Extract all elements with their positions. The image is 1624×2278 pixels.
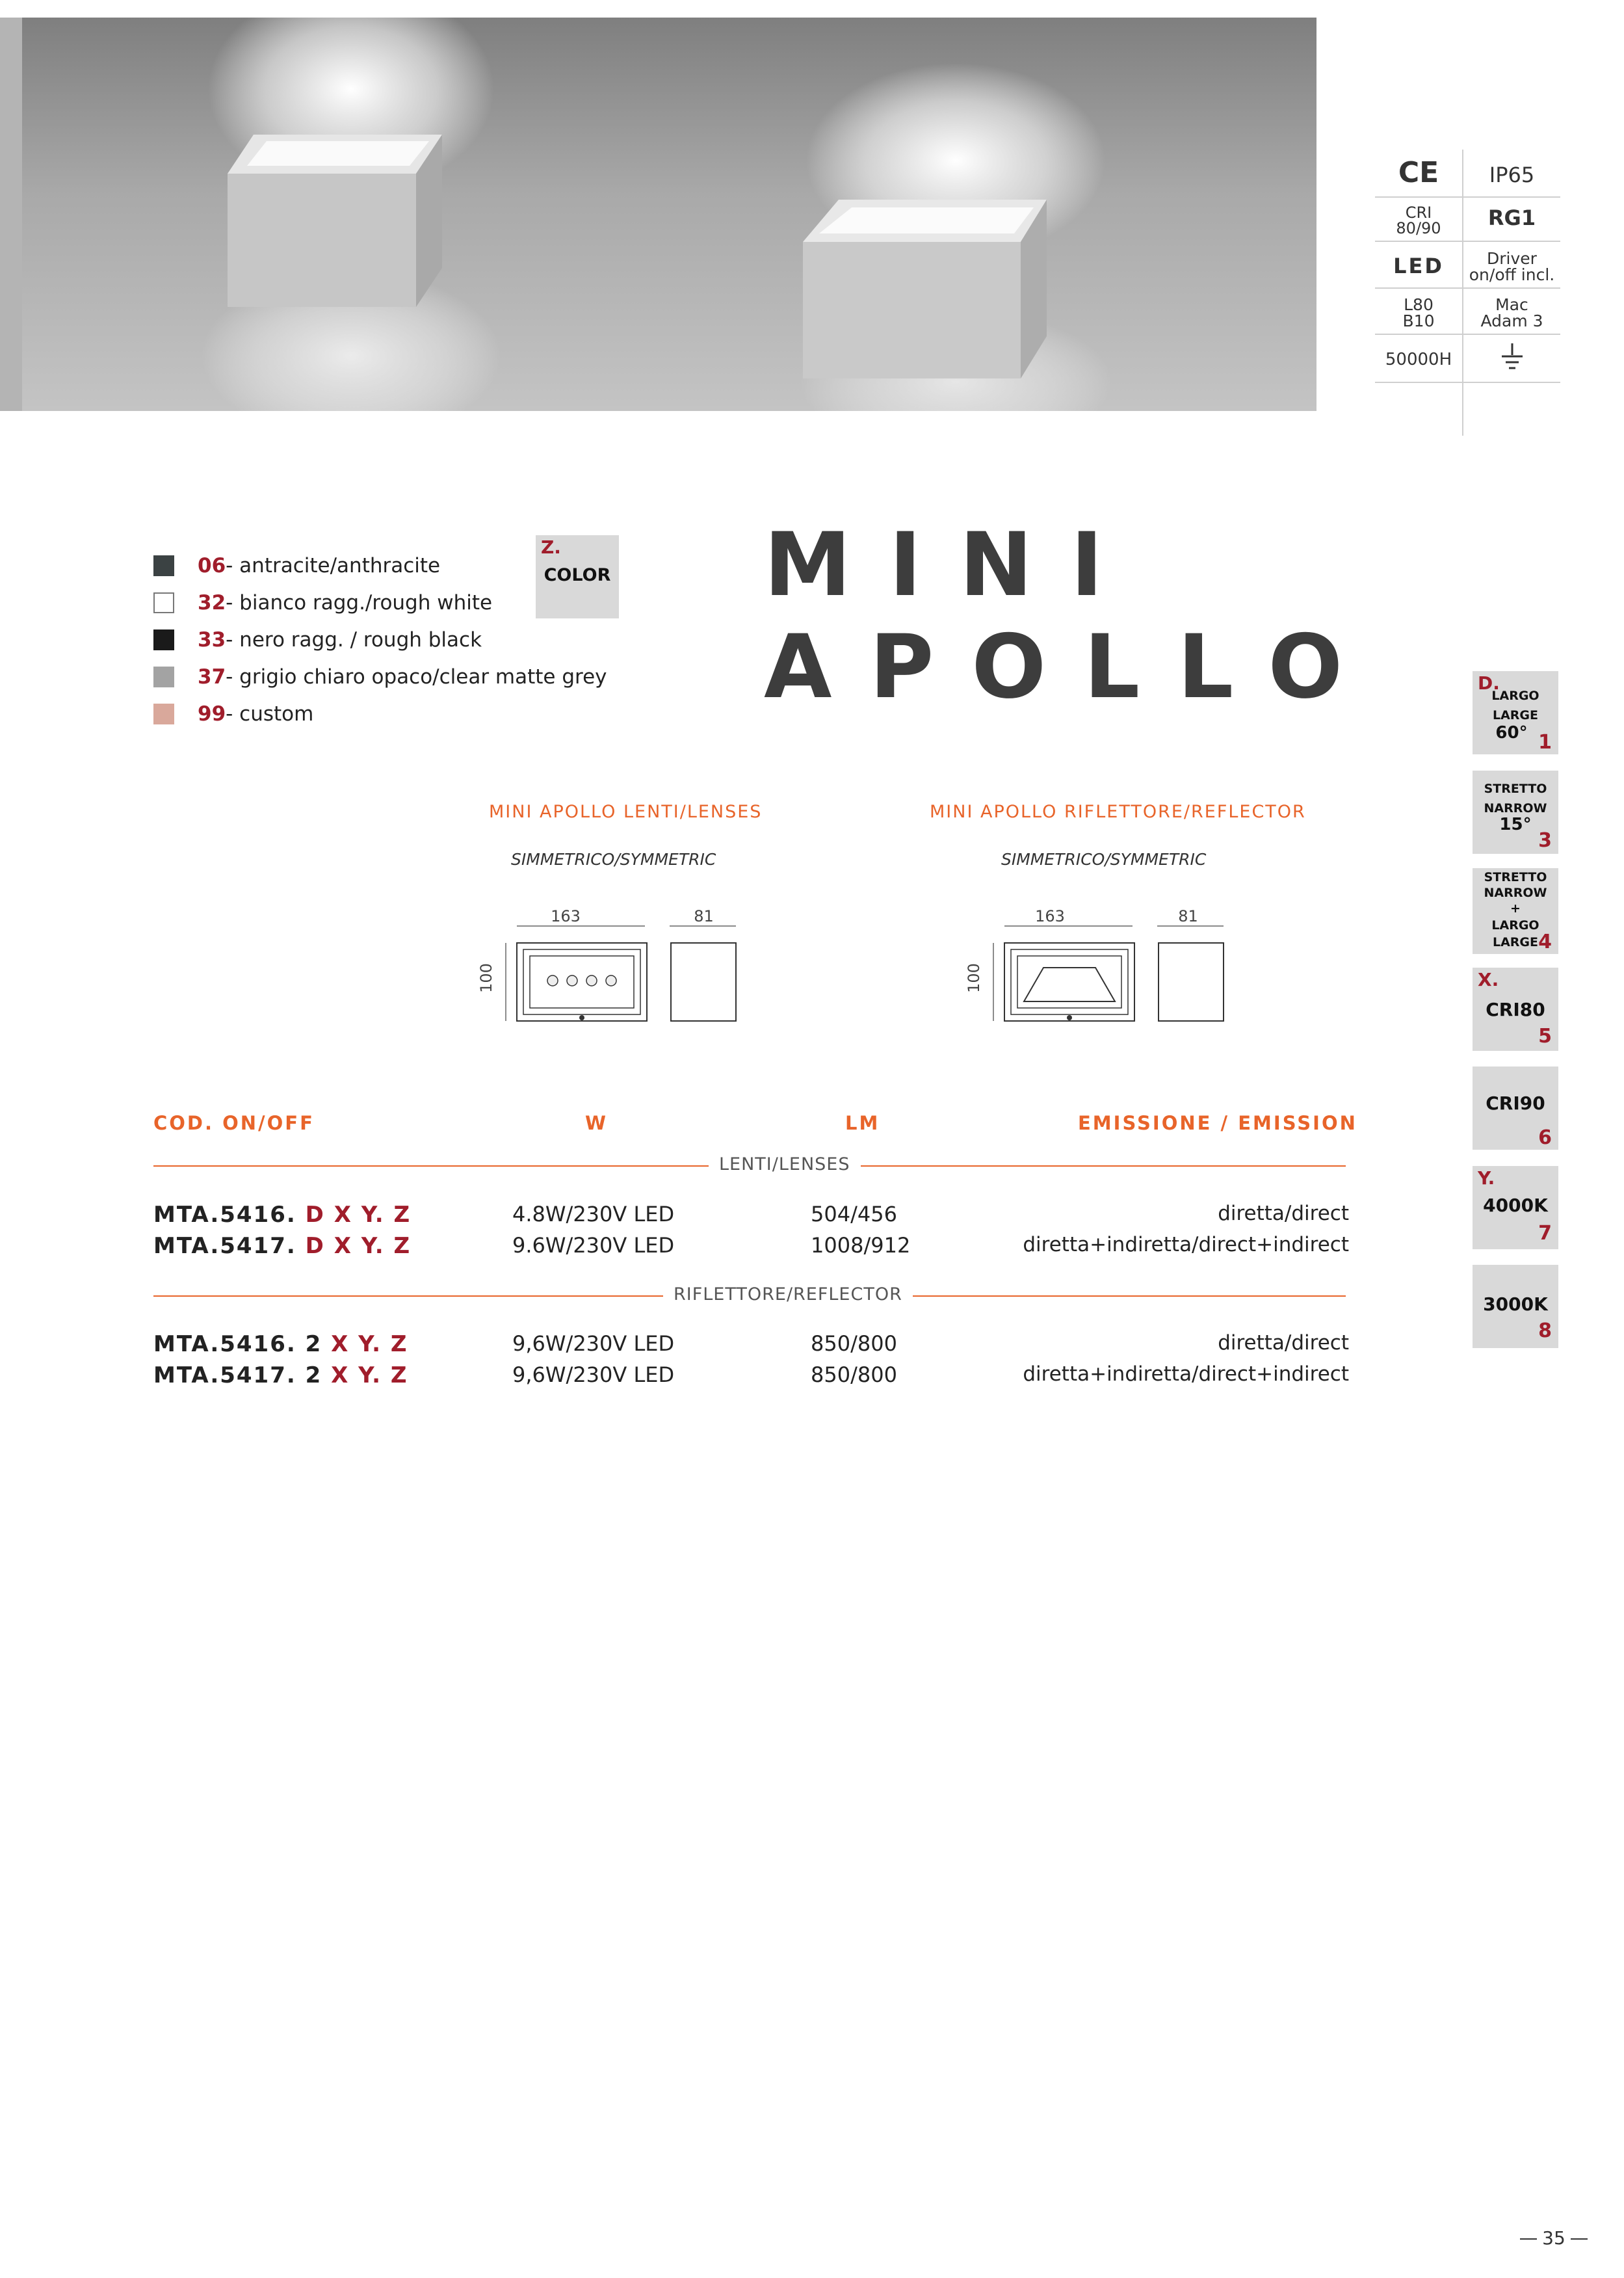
color-swatch (153, 555, 174, 576)
cri-value: 80/90 (1396, 219, 1441, 237)
largo-label: LARGO (1491, 918, 1539, 933)
option-number: 8 (1538, 1319, 1552, 1342)
option-number: 5 (1538, 1025, 1552, 1048)
color-option-33 (153, 628, 482, 652)
width-dimension: 163 (1035, 907, 1065, 925)
large-label: LARGE (1492, 935, 1539, 949)
emission: diretta/direct (1218, 1331, 1349, 1355)
lenses-technical-drawing (501, 923, 748, 1031)
color-option-32 (153, 591, 492, 615)
option-number: 4 (1538, 931, 1552, 953)
color-label: - custom (226, 702, 314, 726)
lumens: 850/800 (811, 1362, 897, 1387)
color-label: - nero ragg. / rough black (226, 628, 482, 652)
lumens: 504/456 (811, 1202, 897, 1226)
wattage: 9.6W/230V LED (512, 1233, 675, 1258)
wattage: 4.8W/230V LED (512, 1202, 675, 1226)
height-dimension: 100 (477, 963, 495, 993)
driver-line-2: on/off incl. (1469, 265, 1555, 284)
header-emission: EMISSIONE / EMISSION (1078, 1112, 1357, 1134)
k4000-label: 4000K (1483, 1195, 1548, 1216)
product-title: MINI APOLLO (764, 514, 1381, 718)
option-narrow-15 (1473, 771, 1558, 854)
product-photo (0, 18, 1316, 411)
color-option-37 (153, 665, 607, 689)
header-watt: W (585, 1112, 608, 1134)
option-3000k (1473, 1265, 1558, 1348)
product-code (153, 1202, 411, 1228)
color-label: - antracite/anthracite (226, 554, 441, 577)
lumens: 850/800 (811, 1331, 897, 1356)
code-variables: D X Y. Z (305, 1202, 412, 1228)
cri90-label: CRI90 (1486, 1093, 1545, 1114)
code-variables: X Y. Z (331, 1362, 408, 1388)
code-base: MTA.5417. (153, 1233, 306, 1259)
lenses-drawing-title: MINI APOLLO LENTI/LENSES (489, 802, 763, 822)
wattage: 9,6W/230V LED (512, 1331, 675, 1356)
code-base: MTA.5416. (153, 1202, 306, 1228)
l80-label: L80 (1404, 295, 1434, 314)
color-label: - grigio chiaro opaco/clear matte grey (226, 665, 607, 689)
color-label: - bianco ragg./rough white (226, 591, 493, 615)
stretto-label: STRETTO (1484, 870, 1547, 884)
cert-divider (1375, 334, 1560, 335)
option-number: 3 (1538, 829, 1552, 852)
z-letter: Z. (541, 536, 561, 558)
cert-divider (1375, 382, 1560, 383)
code-variables: X Y. Z (331, 1331, 408, 1357)
option-large-60 (1473, 671, 1558, 754)
cert-divider (1375, 241, 1560, 242)
led-label: LED (1393, 254, 1444, 278)
code-base: MTA.5416. 2 (153, 1331, 332, 1357)
option-number: 1 (1538, 731, 1552, 754)
product-code (153, 1233, 411, 1259)
plus-label: + (1510, 901, 1521, 916)
option-4000k (1473, 1166, 1558, 1249)
option-cri90 (1473, 1066, 1558, 1150)
color-code: 06 (198, 554, 226, 577)
rg-rating: RG1 (1487, 205, 1536, 230)
color-code: 33 (198, 628, 226, 652)
cri-rating (1375, 205, 1462, 236)
cri-label: CRI (1405, 204, 1432, 222)
narrow-label: NARROW (1484, 886, 1547, 900)
emission: diretta/direct (1218, 1202, 1349, 1225)
depth-dimension: 81 (1178, 907, 1198, 925)
lenses-section-label: LENTI/LENSES (709, 1154, 861, 1174)
mac-line-1: Mac (1495, 295, 1528, 314)
mac-line-2: Adam 3 (1480, 311, 1543, 330)
option-cri80 (1473, 968, 1558, 1051)
lifetime-hours: 50000H (1385, 350, 1452, 369)
y-letter: Y. (1478, 1167, 1495, 1189)
lenses-drawing-subtitle: SIMMETRICO/SYMMETRIC (511, 850, 716, 869)
lifetime-class (1375, 297, 1462, 329)
width-dimension: 163 (551, 907, 581, 925)
angle-15: 15° (1499, 815, 1532, 834)
ground-icon (1463, 342, 1560, 376)
color-swatch (153, 592, 174, 613)
largo-label: LARGO (1491, 689, 1539, 703)
wattage: 9,6W/230V LED (512, 1362, 675, 1387)
b10-label: B10 (1402, 311, 1435, 330)
lumens: 1008/912 (811, 1233, 911, 1258)
stretto-label: STRETTO (1484, 782, 1547, 796)
page-number-value: 35 (1542, 2227, 1565, 2249)
wall-lamps-illustration (0, 18, 1316, 411)
cert-divider (1375, 287, 1560, 289)
color-swatch (153, 667, 174, 687)
color-swatch (153, 704, 174, 724)
code-base: MTA.5417. 2 (153, 1362, 332, 1388)
cert-divider (1375, 196, 1560, 198)
code-variables: D X Y. Z (305, 1233, 412, 1259)
color-option-box (536, 535, 619, 618)
color-code: 32 (198, 591, 226, 615)
x-letter: X. (1478, 969, 1499, 990)
macadam-info (1463, 297, 1560, 329)
emission: diretta+indiretta/direct+indirect (1023, 1362, 1349, 1386)
ce-mark: CE (1398, 156, 1439, 189)
color-swatch (153, 629, 174, 650)
certifications-table (1375, 150, 1560, 436)
header-lumen: LM (845, 1112, 880, 1134)
reflector-drawing-subtitle: SIMMETRICO/SYMMETRIC (1001, 850, 1207, 869)
depth-dimension: 81 (694, 907, 714, 925)
option-narrow-large (1473, 868, 1558, 954)
header-code: COD. ON/OFF (153, 1112, 315, 1134)
cert-divider-vertical (1462, 150, 1463, 436)
product-code (153, 1331, 408, 1357)
d-letter: D. (1478, 672, 1500, 694)
color-option-06 (153, 554, 440, 577)
page-number (1515, 2227, 1593, 2249)
large-label: LARGE (1492, 708, 1539, 722)
emission: diretta+indiretta/direct+indirect (1023, 1233, 1349, 1256)
product-code (153, 1362, 408, 1388)
color-option-99 (153, 702, 313, 726)
top-bar (22, 0, 1316, 18)
color-label: COLOR (544, 565, 611, 585)
option-number: 6 (1538, 1126, 1552, 1149)
color-code: 37 (198, 665, 226, 689)
height-dimension: 100 (964, 963, 983, 993)
reflector-drawing-title: MINI APOLLO RIFLETTORE/REFLECTOR (930, 802, 1306, 822)
narrow-label: NARROW (1484, 801, 1547, 815)
driver-info (1463, 250, 1560, 283)
driver-line-1: Driver (1487, 249, 1537, 268)
reflector-technical-drawing (988, 923, 1235, 1031)
angle-60: 60° (1495, 723, 1528, 743)
color-code: 99 (198, 702, 226, 726)
k3000-label: 3000K (1483, 1293, 1548, 1315)
option-number: 7 (1538, 1222, 1552, 1245)
reflector-section-label: RIFLETTORE/REFLECTOR (663, 1284, 913, 1305)
ip-rating: IP65 (1489, 163, 1535, 187)
cri80-label: CRI80 (1486, 999, 1545, 1020)
